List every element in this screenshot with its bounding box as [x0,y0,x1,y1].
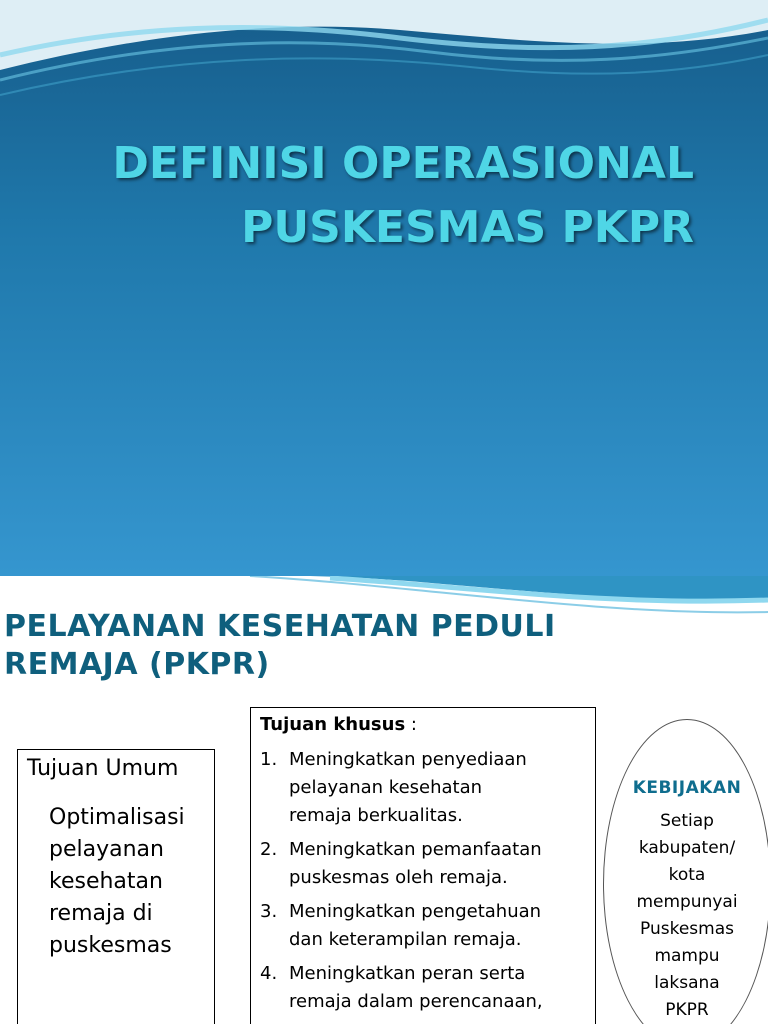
list-item-line: remaja berkualitas. [289,805,463,826]
title-line-1: DEFINISI OPERASIONAL [112,138,694,189]
tujuan-umum-line: remaja di [49,901,153,926]
kebijakan-line: Setiap [660,811,714,831]
list-item [260,898,590,954]
tujuan-umum-box [17,749,215,1024]
kebijakan-line: mampu [654,946,720,966]
list-item-number: 2. [260,839,278,860]
list-item-line: Meningkatkan penyediaan [289,749,527,770]
kebijakan-line: laksana [654,973,720,993]
list-item-line: remaja dalam perencanaan, [289,991,543,1012]
kebijakan-line: kabupaten/ [638,838,736,858]
kebijakan-line: PKPR [665,1000,709,1020]
tujuan-khusus-heading-text: Tujuan khusus [260,714,406,735]
tujuan-umum-line: kesehatan [49,869,163,894]
kebijakan-heading: KEBIJAKAN [632,778,742,798]
list-item [260,960,590,1016]
tujuan-umum-line: puskesmas [49,933,172,958]
list-item-number: 1. [260,749,278,770]
list-item-line: Meningkatkan pemanfaatan [289,839,542,860]
list-item [260,836,590,892]
heading-line-1: PELAYANAN KESEHATAN PEDULI [4,609,556,644]
kebijakan-line: mempunyai [636,892,738,912]
tujuan-khusus-list [260,746,590,1022]
list-item-line: dan keterampilan remaja. [289,929,522,950]
kebijakan-line: Puskesmas [640,919,734,939]
heading-line-2: REMAJA (PKPR) [4,647,270,682]
tujuan-khusus-heading-colon: : [405,714,417,735]
list-item-number: 3. [260,901,278,922]
tujuan-khusus-box [250,707,596,1024]
kebijakan-text [627,808,747,1024]
list-item-line: Meningkatkan pengetahuan [289,901,542,922]
tujuan-umum-line: Optimalisasi [49,805,185,830]
tujuan-khusus-heading [260,714,417,735]
slide-pkpr [0,576,768,1024]
slide-heading [4,608,604,684]
list-item [260,746,590,830]
kebijakan-line: kota [668,865,706,885]
slide-title-heading [94,132,694,260]
list-item-line: Meningkatkan peran serta [289,963,526,984]
list-item-line: pelayanan kesehatan [289,777,483,798]
tujuan-umum-line: pelayanan [49,837,164,862]
list-item-line: puskesmas oleh remaja. [289,867,508,888]
tujuan-umum-heading: Tujuan Umum [27,756,179,781]
list-item-number: 4. [260,963,278,984]
title-line-2: PUSKESMAS PKPR [241,202,694,253]
tujuan-umum-text [49,802,209,962]
